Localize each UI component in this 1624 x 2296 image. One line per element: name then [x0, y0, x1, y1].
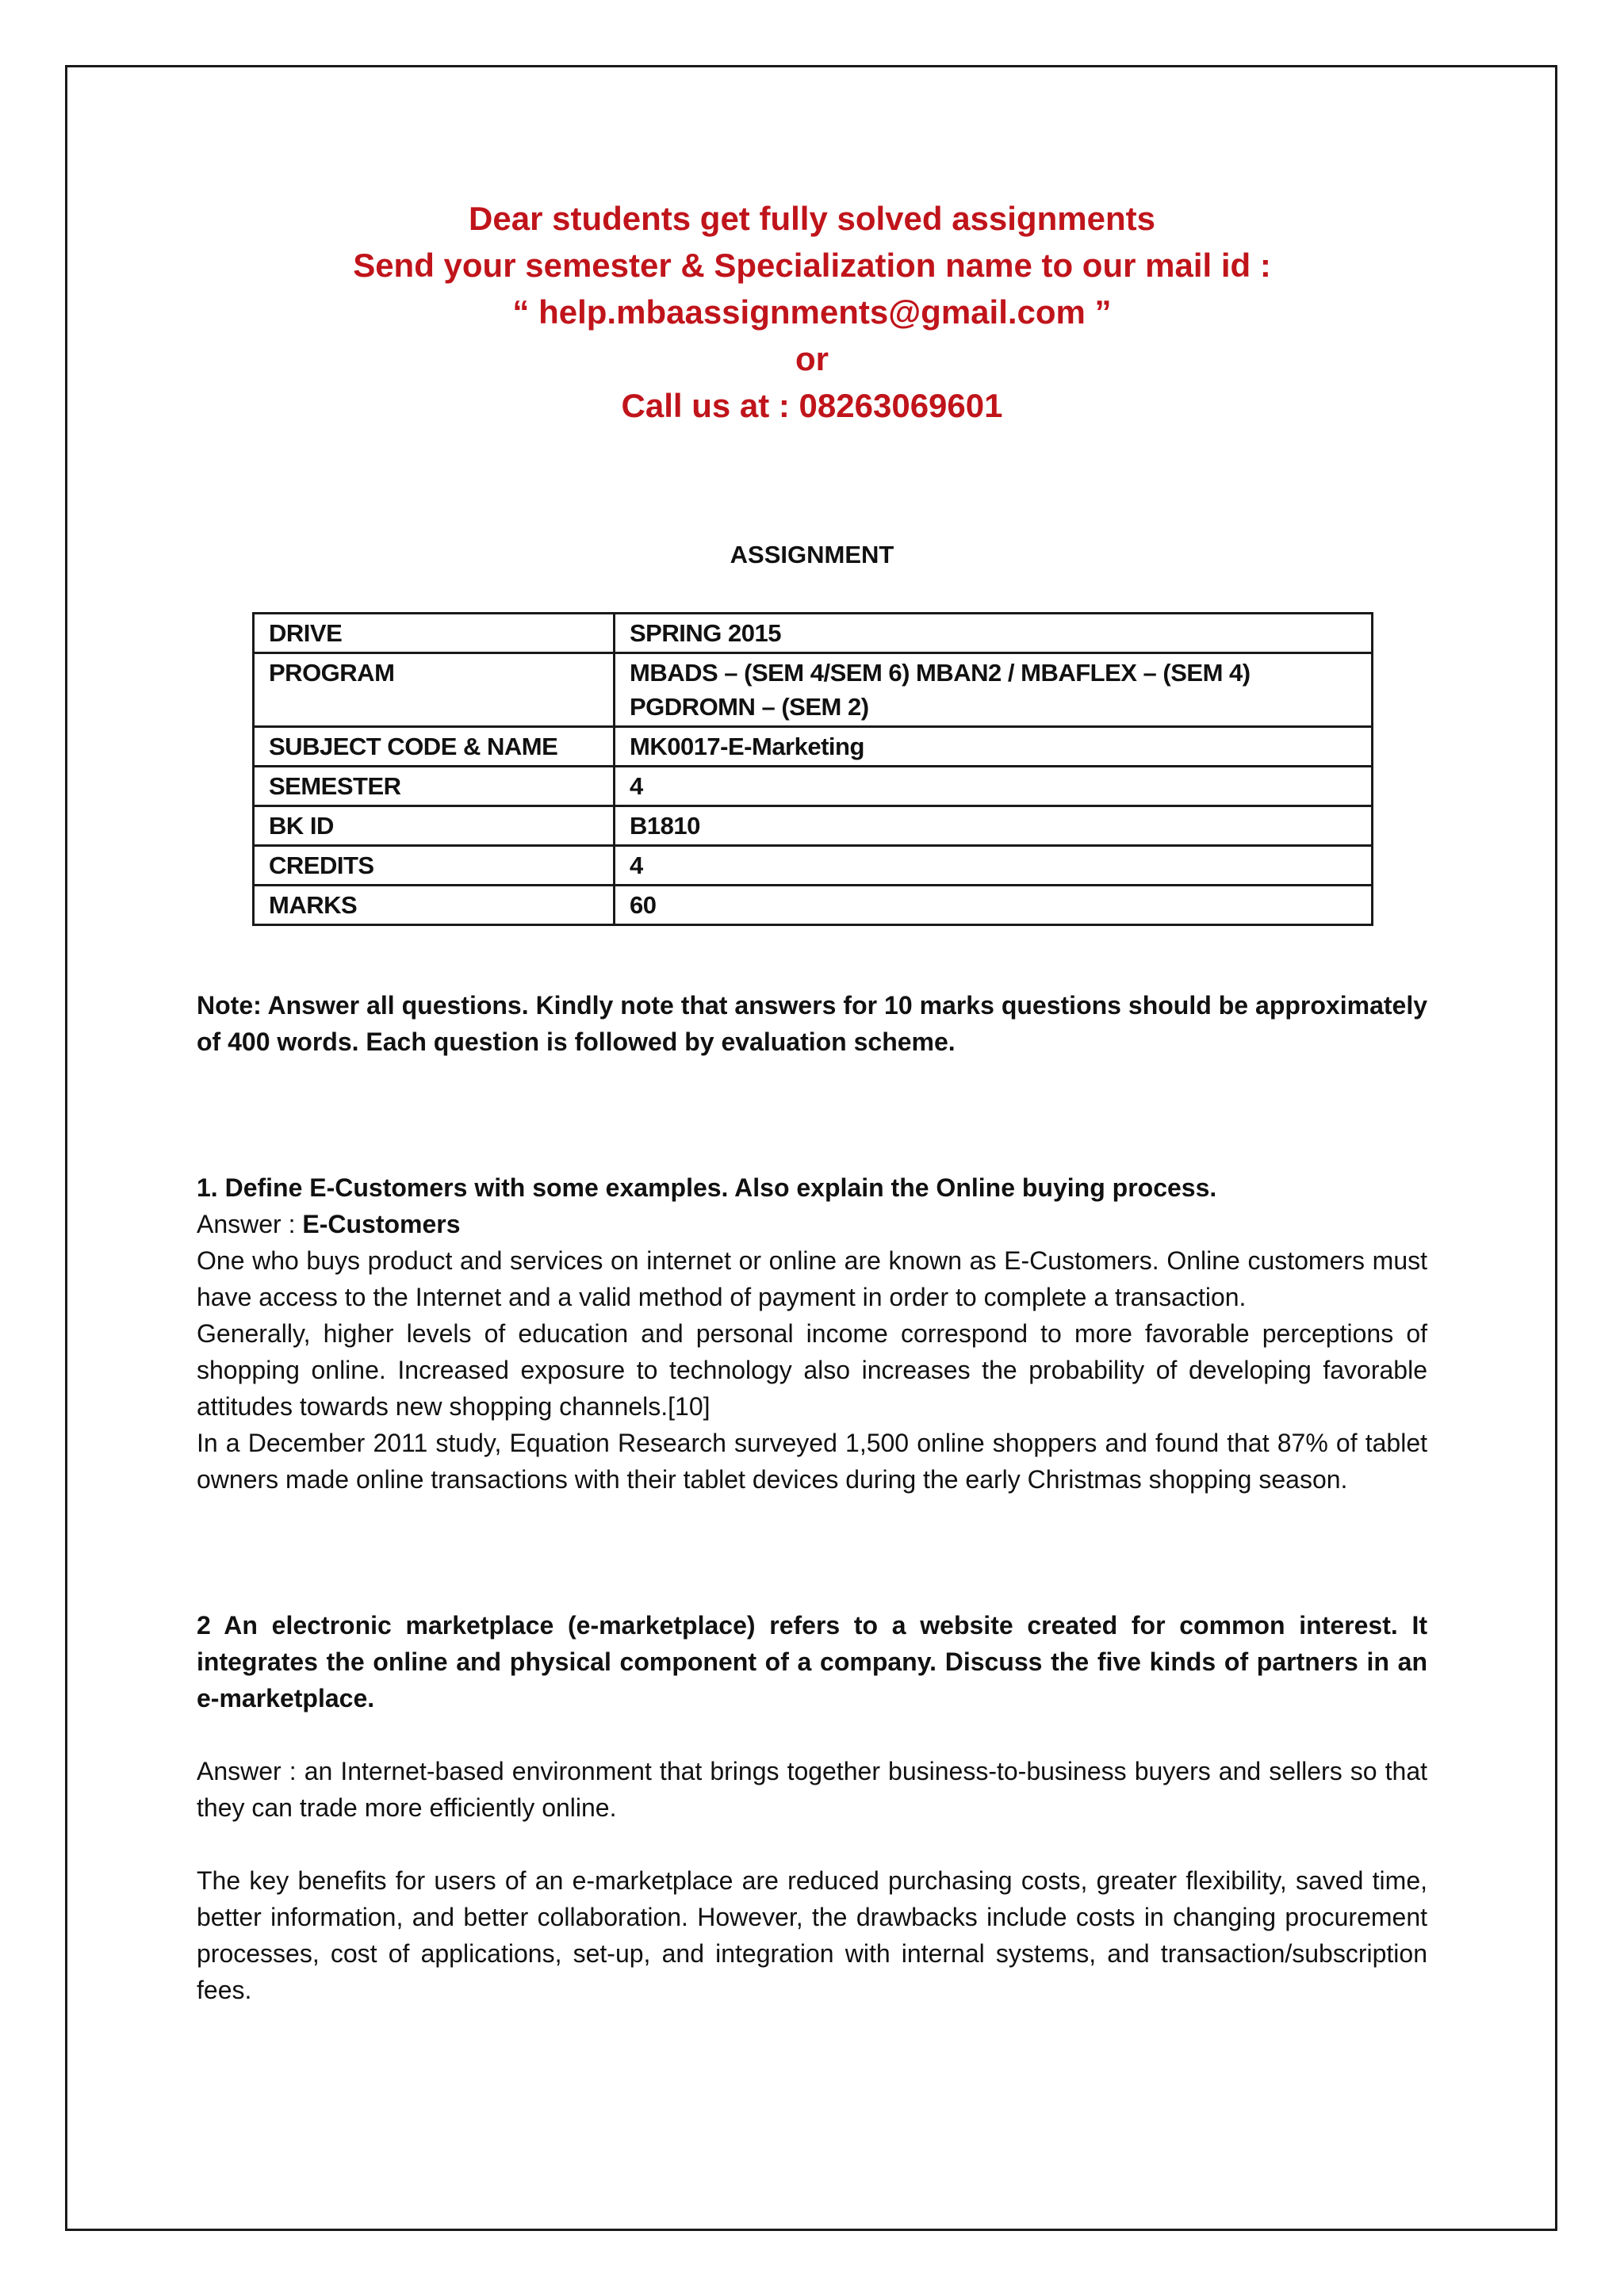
row-label: MARKS: [254, 886, 615, 925]
answer-1-paragraph-1: One who buys product and services on internet or online are known as E-Customers. Online customers must have access to the Internet and a valid method of payment in order to complete a transaction.: [197, 1246, 1427, 1311]
row-value: 60: [615, 886, 1373, 925]
row-value: [615, 653, 1373, 727]
row-label: DRIVE: [254, 614, 615, 653]
table-row: [254, 846, 1373, 886]
promo-or: or: [795, 340, 829, 377]
question-2: 2 An electronic marketplace (e-marketplace) refers to a website created for common interest. It integrates the online and physical component of a company. Discuss the five kinds of partners in an e-marketplace.: [197, 1611, 1427, 1712]
row-value: B1810: [615, 806, 1373, 846]
promo-phone[interactable]: Call us at : 08263069601: [621, 387, 1003, 424]
promo-email[interactable]: “ help.mbaassignments@gmail.com ”: [512, 293, 1112, 331]
row-label: CREDITS: [254, 846, 615, 886]
row-value: MK0017-E-Marketing: [615, 727, 1373, 767]
program-line-2: PGDROMN – (SEM 2): [630, 693, 869, 721]
answer-1-paragraph-3: In a December 2011 study, Equation Research surveyed 1,500 online shoppers and found that 87% of tablet owners made online transactions with their tablet devices during the early Christmas shopping season.: [197, 1429, 1427, 1494]
document-body: [197, 987, 1427, 2008]
row-label: PROGRAM: [254, 653, 615, 727]
row-label: SEMESTER: [254, 767, 615, 806]
row-value: SPRING 2015: [615, 614, 1373, 653]
promo-line-2: Send your semester & Specialization name to our mail id :: [353, 247, 1271, 284]
question-1: 1. Define E-Customers with some examples. Also explain the Online buying process.: [197, 1173, 1217, 1202]
row-value: 4: [615, 767, 1373, 806]
promo-line-1: Dear students get fully solved assignments: [469, 200, 1155, 237]
table-row: [254, 653, 1373, 727]
row-label: BK ID: [254, 806, 615, 846]
answer-1-heading: [197, 1206, 1427, 1242]
table-row: [254, 614, 1373, 653]
row-value: 4: [615, 846, 1373, 886]
promo-banner: [0, 195, 1624, 429]
answer-prefix: Answer :: [197, 1210, 303, 1238]
assignment-info-table: [252, 612, 1373, 926]
answer-2-paragraph-1: Answer : an Internet-based environment that brings together business-to-business buyers and sellers so that they can trade more efficiently online.: [197, 1757, 1427, 1822]
table-row: [254, 886, 1373, 925]
answer-1-paragraph-2: Generally, higher levels of education and personal income correspond to more favorable perceptions of shopping online. Increased exposure to technology also increases the probability of developing favorable attitudes towards new shopping channels.[10]: [197, 1319, 1427, 1421]
answer-topic: E-Customers: [302, 1210, 461, 1238]
table-row: [254, 806, 1373, 846]
program-line-1: MBADS – (SEM 4/SEM 6) MBAN2 / MBAFLEX – (SEM 4): [630, 659, 1251, 687]
table-row: [254, 727, 1373, 767]
assignment-title: ASSIGNMENT: [730, 541, 894, 568]
note: Note: Answer all questions. Kindly note that answers for 10 marks questions should be approximately of 400 words. Each question is followed by evaluation scheme.: [197, 991, 1427, 1056]
row-label: SUBJECT CODE & NAME: [254, 727, 615, 767]
answer-2-paragraph-2: The key benefits for users of an e-marketplace are reduced purchasing costs, greater flexibility, saved time, better information, and better collaboration. However, the drawbacks include costs in changing procurement processes, cost of applications, set-up, and integration with internal systems, and transaction/subscription fees.: [197, 1866, 1427, 2004]
table-row: [254, 767, 1373, 806]
